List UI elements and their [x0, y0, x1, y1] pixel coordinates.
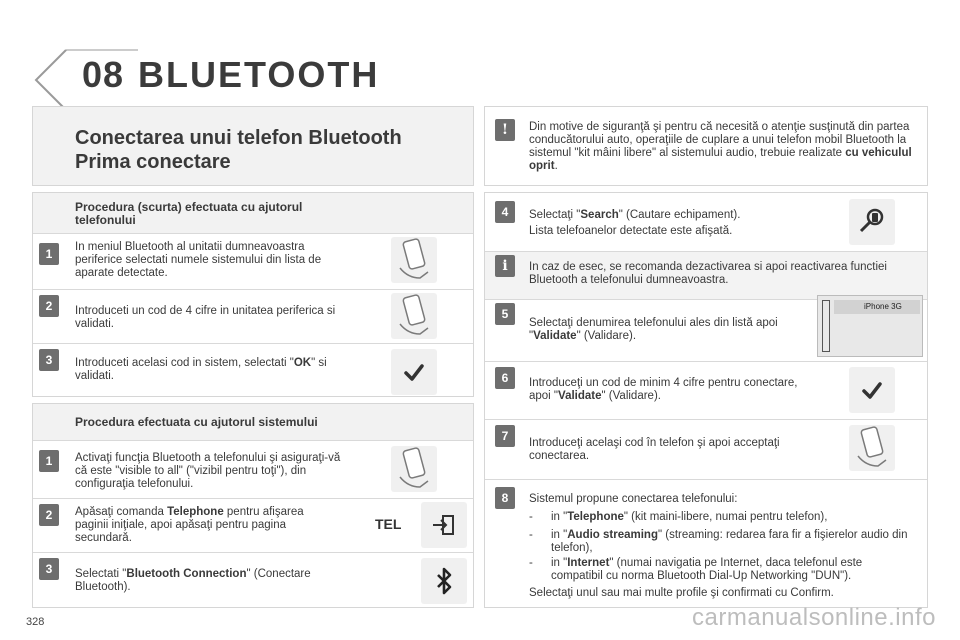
main-title-line1: Conectarea unui telefon Bluetooth — [75, 127, 402, 149]
chapter-number: 08 — [82, 54, 125, 95]
info-text: In caz de esec, se recomanda dezactivarea si apoi reactivarea functiei Bluetooth a telefonului dumneavoastra. — [529, 261, 887, 286]
step8-outro: Selectaţi unul sau mai multe profile şi confirmati cu Confirm. — [529, 587, 834, 599]
scrollbar — [822, 300, 830, 352]
main-title-line2: Prima conectare — [75, 151, 231, 173]
step-text: Selectaţi "Search" (Cautare echipament). — [529, 209, 741, 221]
step-text-line2: Lista telefoanelor detectate este afişată. — [529, 225, 733, 237]
phone-list-screen — [817, 295, 923, 357]
main-title-panel — [32, 106, 474, 186]
phone-hand-icon — [849, 425, 895, 471]
step-number: 7 — [495, 425, 515, 447]
step-number: 2 — [39, 504, 59, 526]
phone-hand-icon — [391, 237, 437, 283]
tel-label: TEL — [375, 516, 402, 532]
step-text: Activaţi funcţia Bluetooth a telefonului şi asiguraţi-vă că este "visible to all" ("vizibil pentru toţi"), din configuraţia telefonului. — [75, 452, 341, 490]
step-number: 1 — [39, 450, 59, 472]
step-text: In meniul Bluetooth al unitatii dumneavoastra periferice selectati numele sistemului din lista de aparate detectate. — [75, 241, 322, 279]
profile-option-internet: - in "Internet" (numai navigatia pe Internet, daca telefonul este compatibil cu norma Bluetooth Dial-Up Networking "DUN"). — [529, 557, 863, 582]
system-procedure-panel — [32, 403, 474, 608]
step-number: 3 — [39, 558, 59, 580]
phone-procedure-panel — [32, 192, 474, 397]
step-text: Selectati "Bluetooth Connection" (Conectare Bluetooth). — [75, 568, 311, 593]
step-text: Introduceţi acelaşi cod în telefon şi apoi acceptaţi conectarea. — [529, 437, 780, 462]
step-text: Apăsaţi comanda Telephone pentru afişarea paginii iniţiale, apoi apăsaţi pentru pagina secundară. — [75, 506, 304, 544]
step-text: Introduceţi un cod de minim 4 cifre pentru conectare, apoi "Validate" (Validare). — [529, 377, 798, 402]
step-number: 4 — [495, 201, 515, 223]
step-text: Introduceti acelasi cod in sistem, selectati "OK" si validati. — [75, 357, 327, 382]
step8-intro: Sistemul propune conectarea telefonului: — [529, 493, 738, 505]
phone-procedure-title: Procedura (scurta) efectuata cu ajutorul telefonului — [75, 200, 303, 227]
step-text: Selectaţi denumirea telefonului ales din listă apoi "Validate" (Validare). — [529, 317, 778, 342]
check-icon — [391, 349, 437, 395]
bluetooth-icon — [421, 558, 467, 604]
step-number: 3 — [39, 349, 59, 371]
phone-list-item[interactable]: iPhone 3G — [834, 300, 920, 314]
step-number: 2 — [39, 295, 59, 317]
profile-option-telephone: - in "Telephone" (kit maini-libere, numai pentru telefon), — [529, 511, 828, 523]
step-number: 8 — [495, 487, 515, 509]
page-number: 328 — [26, 616, 45, 628]
phone-hand-icon — [391, 293, 437, 339]
safety-note-text: Din motive de siguranţă şi pentru că necesită o atenţie susţinută din partea conducătorului auto, operaţiile de cuplare a unui telefon mobil Bluetooth la sistemul "kit mâini libere" al sistemului audio, trebuie realizate cu vehiculul oprit. — [529, 121, 912, 172]
phone-hand-icon — [391, 446, 437, 492]
step-number: 1 — [39, 243, 59, 265]
page-return-icon — [421, 502, 467, 548]
step-text: Introduceti un cod de 4 cifre in unitatea periferica si validati. — [75, 305, 336, 330]
chapter-title: BLUETOOTH — [138, 54, 380, 95]
right-steps-panel — [484, 192, 928, 608]
exclamation-icon: ! — [495, 119, 515, 141]
system-procedure-title: Procedura efectuata cu ajutorul sistemului — [75, 415, 318, 429]
safety-note-panel — [484, 106, 928, 186]
info-icon: i — [495, 255, 515, 277]
search-phone-icon — [849, 199, 895, 245]
step-number: 6 — [495, 367, 515, 389]
profile-option-audio-streaming: - in "Audio streaming" (streaming: redarea fara fir a fişierelor audio din telefon), — [529, 529, 908, 554]
watermark: carmanualsonline.info — [692, 604, 936, 631]
check-icon — [849, 367, 895, 413]
step-number: 5 — [495, 303, 515, 325]
